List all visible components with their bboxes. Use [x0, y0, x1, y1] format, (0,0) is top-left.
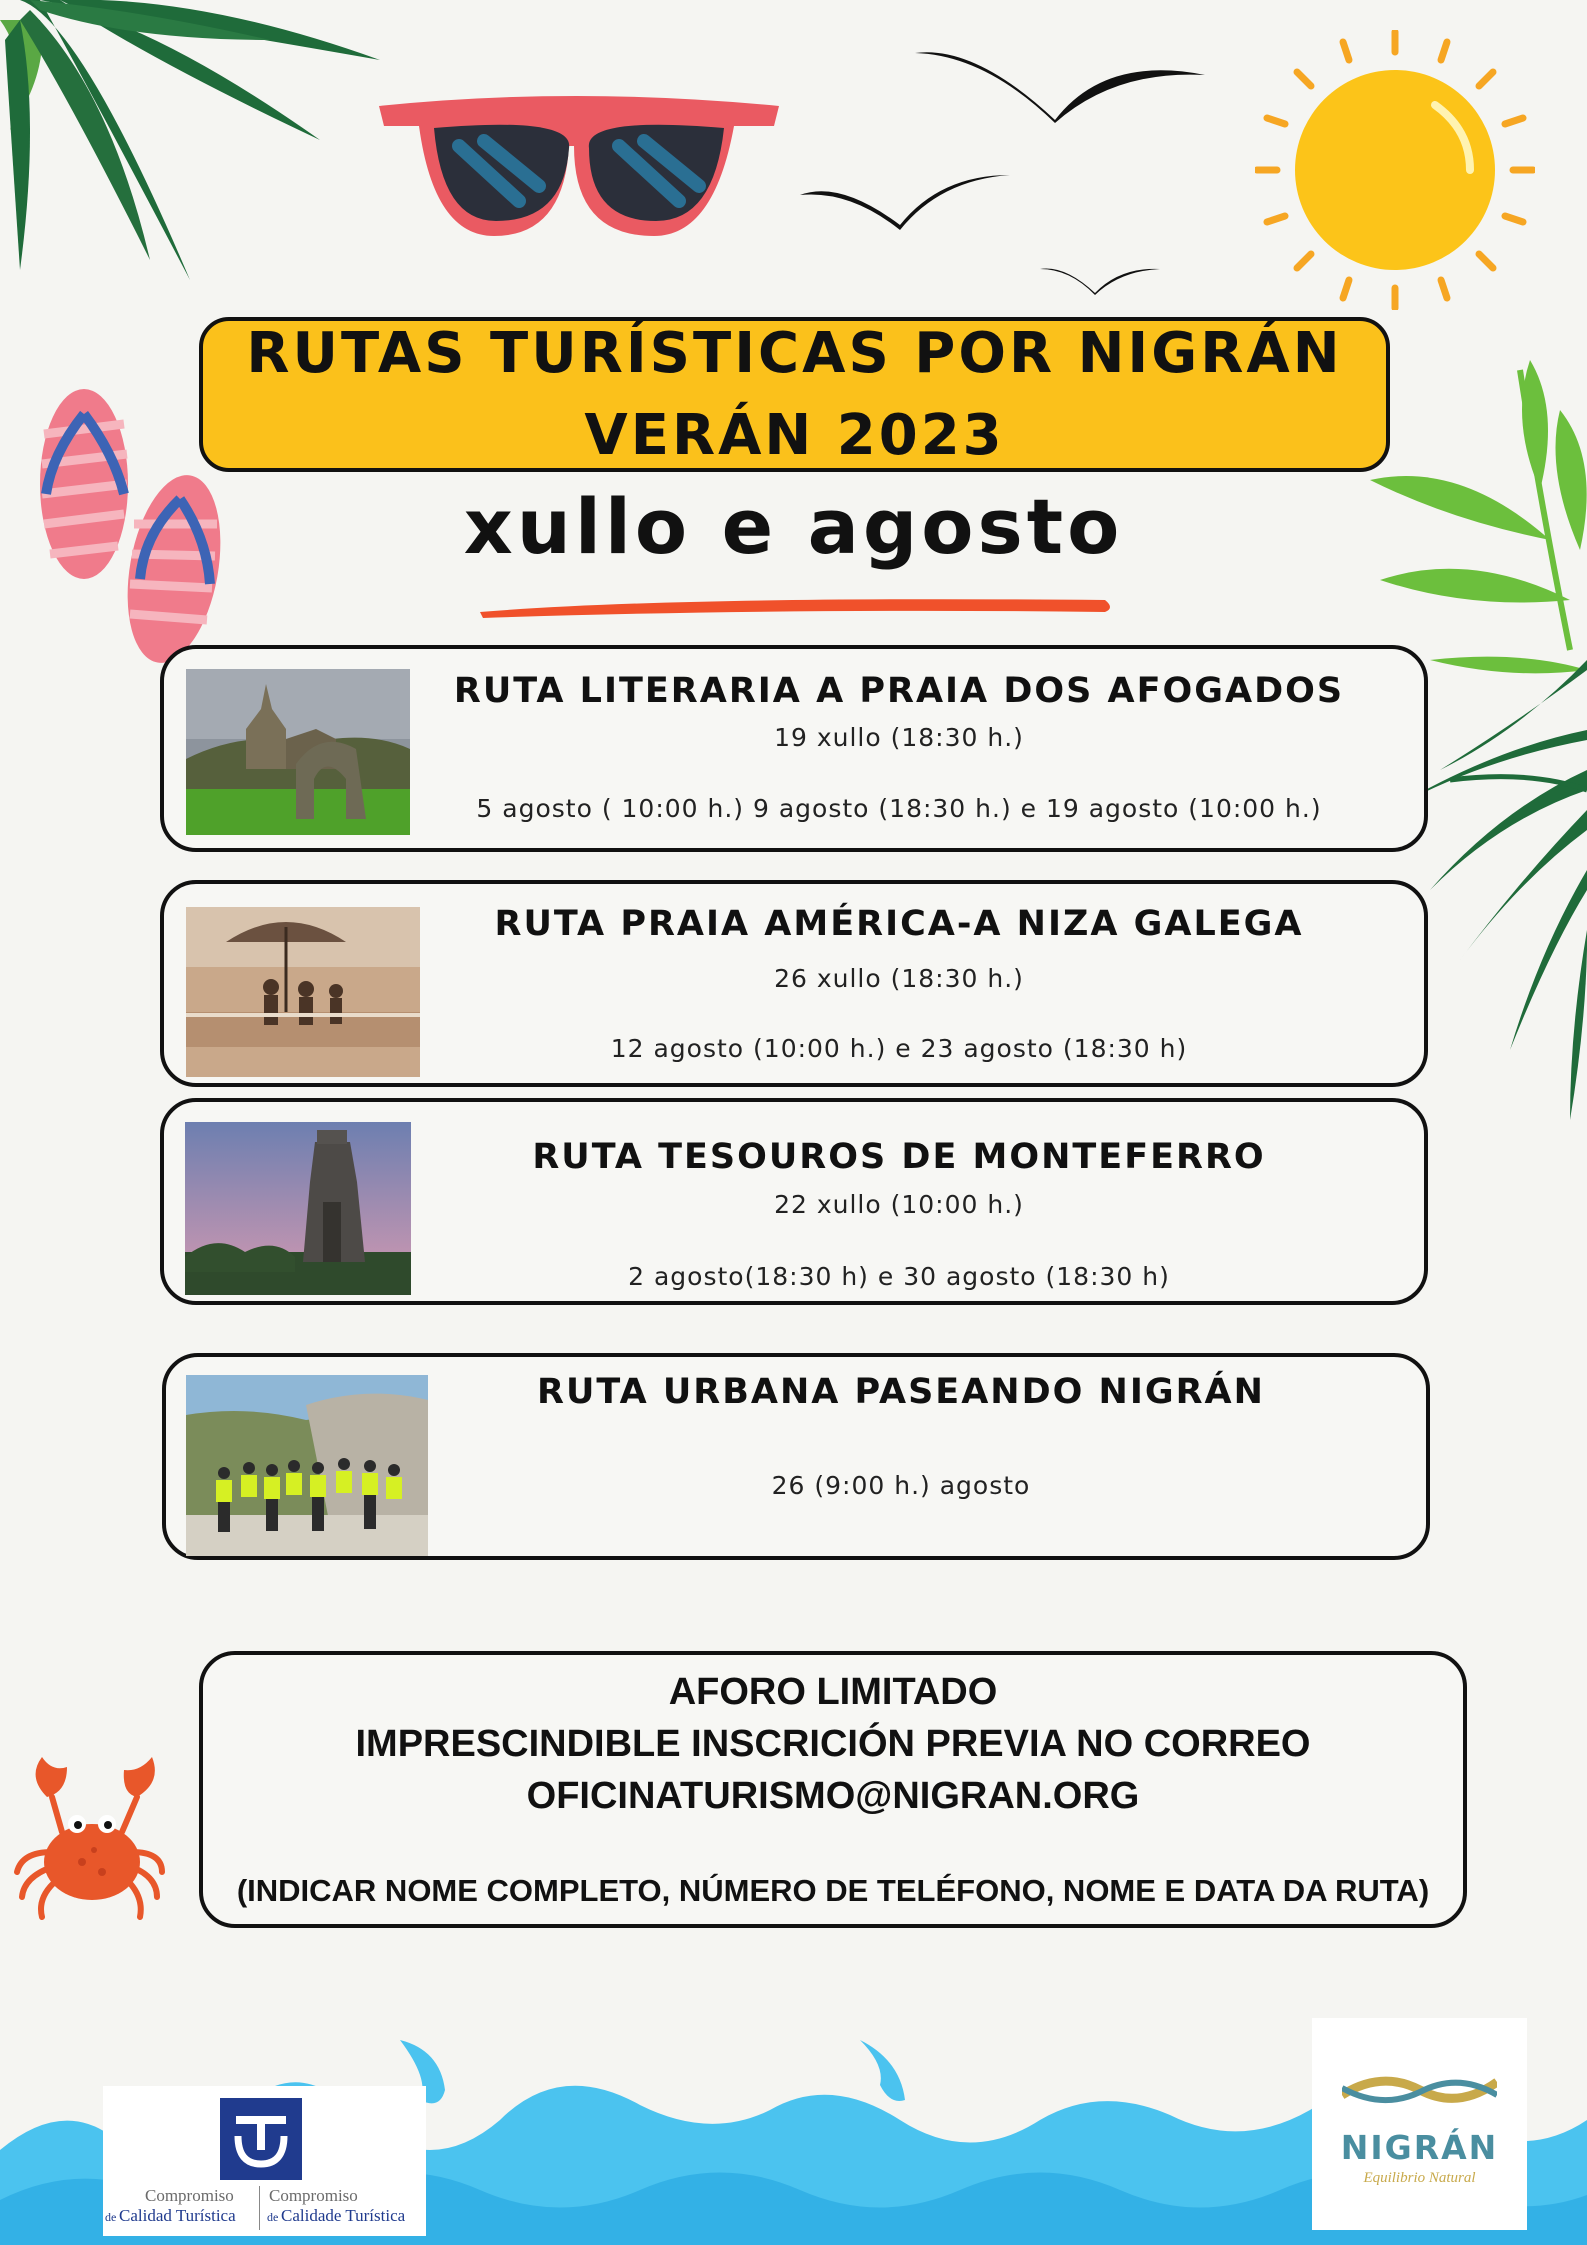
bird-icon — [1040, 263, 1160, 295]
nigran-tagline: Equilibrio Natural — [1363, 2170, 1476, 2186]
info-capacity: AFORO LIMITADO — [668, 1671, 998, 1713]
route-title: RUTA PRAIA AMÉRICA-A NIZA GALEGA — [494, 904, 1304, 944]
route-card — [160, 1098, 1428, 1305]
route-photo — [186, 1375, 428, 1556]
info-instructions: (INDICAR NOME COMPLETO, NÚMERO DE TELÉFONO, NOME E DATA DA RUTA) — [236, 1873, 1430, 1908]
route-date: 26 xullo (18:30 h.) — [774, 964, 1024, 993]
route-date: 26 (9:00 h.) agosto — [771, 1471, 1031, 1500]
palm-leaf-icon — [0, 0, 390, 290]
bird-icon — [800, 170, 1010, 230]
logo-caption: Calidad Turística — [119, 2206, 236, 2225]
nigran-logo — [1312, 2018, 1527, 2230]
info-registration: IMPRESCINDIBLE INSCRICIÓN PREVIA NO CORREO — [355, 1723, 1311, 1765]
route-card — [162, 1353, 1430, 1560]
crab-icon — [12, 1752, 172, 1932]
route-title: RUTA URBANA PASEANDO NIGRÁN — [537, 1372, 1265, 1412]
logo-caption-prefix: de — [267, 2210, 279, 2224]
route-date: 19 xullo (18:30 h.) — [774, 723, 1024, 752]
logo-caption: Calidade Turística — [281, 2206, 406, 2225]
route-date: 2 agosto(18:30 h) e 30 agosto (18:30 h) — [628, 1262, 1170, 1291]
route-card — [160, 880, 1428, 1087]
route-date: 12 agosto (10:00 h.) e 23 agosto (18:30 h) — [610, 1034, 1188, 1063]
route-title: RUTA LITERARIA A PRAIA DOS AFOGADOS — [453, 671, 1345, 711]
route-date: 22 xullo (10:00 h.) — [774, 1190, 1024, 1219]
logo-divider — [259, 2186, 260, 2230]
route-photo — [186, 907, 420, 1077]
nigran-name: NIGRÁN — [1340, 2128, 1499, 2167]
logo-caption: Compromiso — [145, 2186, 234, 2205]
info-email: OFICINATURISMO@NIGRAN.ORG — [526, 1775, 1140, 1817]
quality-tourism-logo — [103, 2086, 426, 2236]
route-title: RUTA TESOUROS DE MONTEFERRO — [532, 1137, 1266, 1177]
bird-icon — [915, 45, 1205, 125]
sun-icon — [1255, 30, 1535, 310]
quality-logo-icon — [220, 2098, 302, 2180]
info-box — [199, 1651, 1467, 1928]
route-card — [160, 645, 1428, 852]
title-line-2: VERÁN 2023 — [584, 402, 1005, 468]
route-photo — [185, 1122, 411, 1295]
title-line-1: RUTAS TURÍSTICAS POR NIGRÁN — [246, 320, 1343, 386]
underline-stroke — [475, 590, 1115, 620]
route-date: 5 agosto ( 10:00 h.) 9 agosto (18:30 h.) e 19 agosto (10:00 h.) — [476, 794, 1322, 823]
nigran-wave-icon — [1342, 2070, 1497, 2110]
logo-caption: Compromiso — [269, 2186, 358, 2205]
title-banner — [199, 317, 1390, 472]
route-photo — [186, 669, 410, 835]
logo-caption-prefix: de — [105, 2210, 117, 2224]
subtitle: xullo e agosto — [463, 482, 1124, 571]
sunglasses-icon — [374, 86, 784, 246]
